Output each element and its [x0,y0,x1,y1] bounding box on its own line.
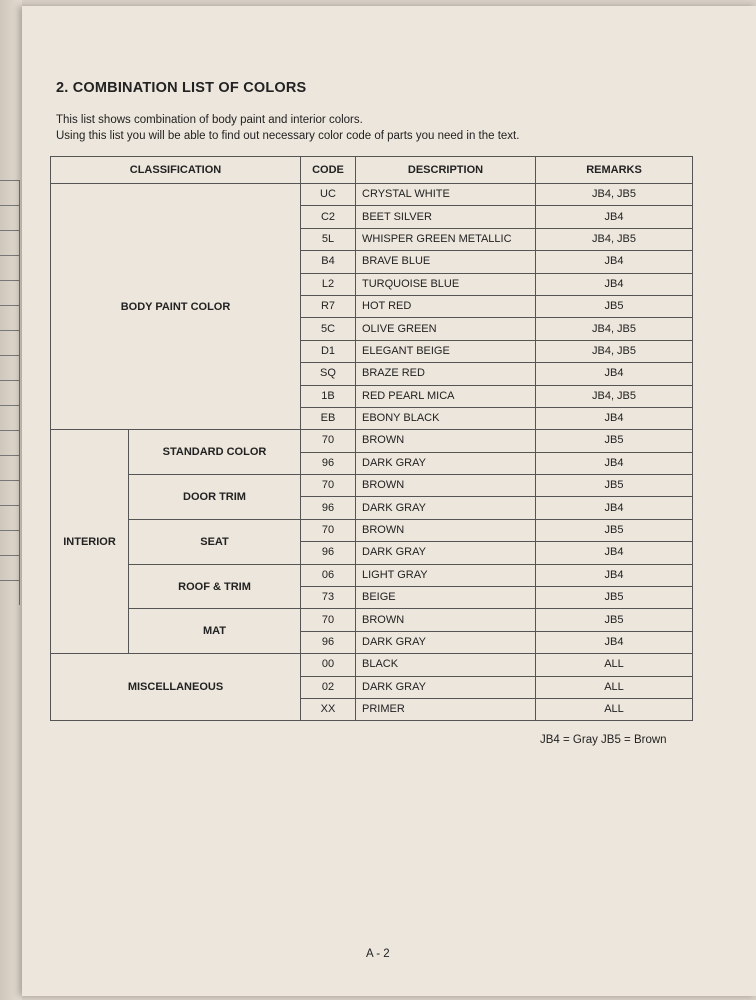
cell-remarks: JB4, JB5 [536,385,693,407]
table-body [51,184,693,721]
cell-code: 70 [301,519,356,541]
subgroup-label: ROOF & TRIM [129,564,301,609]
cell-remarks: JB4, JB5 [536,184,693,206]
cell-description: BLACK [356,654,536,676]
cell-remarks: JB4 [536,631,693,653]
table-row [51,609,693,631]
cell-remarks: JB4 [536,251,693,273]
table-row [51,654,693,676]
table-row [51,430,693,452]
legend-note: JB4 = Gray JB5 = Brown [540,734,667,746]
cell-description: BROWN [356,519,536,541]
cell-description: DARK GRAY [356,542,536,564]
cell-description: DARK GRAY [356,631,536,653]
cell-description: OLIVE GREEN [356,318,536,340]
intro-line: Using this list you will be able to find out necessary color code of parts you need in the text. [56,130,520,142]
page-binding [0,0,22,1000]
subgroup-label: SEAT [129,519,301,564]
cell-description: WHISPER GREEN METALLIC [356,228,536,250]
intro-text [56,112,519,144]
cell-remarks: JB4 [536,542,693,564]
cell-code: 70 [301,609,356,631]
cell-description: BEET SILVER [356,206,536,228]
cell-description: BRAVE BLUE [356,251,536,273]
table-row [51,519,693,541]
cell-remarks: JB5 [536,295,693,317]
cell-description: BRAZE RED [356,363,536,385]
cell-remarks: JB5 [536,430,693,452]
table-row [51,475,693,497]
subgroup-label: STANDARD COLOR [129,430,301,475]
cell-code: L2 [301,273,356,295]
cell-remarks: ALL [536,654,693,676]
cell-code: EB [301,407,356,429]
cell-code: 1B [301,385,356,407]
cell-code: 02 [301,676,356,698]
group-label-miscellaneous: MISCELLANEOUS [51,654,301,721]
header-description: DESCRIPTION [356,157,536,184]
cell-code: D1 [301,340,356,362]
cell-code: R7 [301,295,356,317]
cell-remarks: JB5 [536,587,693,609]
cell-description: LIGHT GRAY [356,564,536,586]
cell-code: 96 [301,497,356,519]
cell-code: 96 [301,542,356,564]
cell-remarks: JB4, JB5 [536,318,693,340]
header-code: CODE [301,157,356,184]
cell-code: 06 [301,564,356,586]
subgroup-label: MAT [129,609,301,654]
cell-code: 00 [301,654,356,676]
cell-description: DARK GRAY [356,676,536,698]
table-row [51,564,693,586]
cell-remarks: JB4, JB5 [536,340,693,362]
cell-remarks: JB4, JB5 [536,228,693,250]
subgroup-label: DOOR TRIM [129,475,301,520]
cell-description: DARK GRAY [356,497,536,519]
cell-code: 5L [301,228,356,250]
cell-remarks: JB5 [536,519,693,541]
cell-code: C2 [301,206,356,228]
cell-remarks: ALL [536,676,693,698]
table-row [51,184,693,206]
cell-remarks: JB5 [536,609,693,631]
cell-description: BROWN [356,609,536,631]
section-title: 2. COMBINATION LIST OF COLORS [56,80,307,96]
cell-code: 70 [301,475,356,497]
cell-remarks: JB4 [536,407,693,429]
cell-code: UC [301,184,356,206]
cell-description: ELEGANT BEIGE [356,340,536,362]
color-combination-table [50,156,693,721]
cell-code: XX [301,698,356,720]
table-header-row [51,157,693,184]
cell-remarks: JB4 [536,206,693,228]
cell-description: BROWN [356,475,536,497]
index-tabs [0,180,20,605]
cell-code: 96 [301,452,356,474]
page-number: A - 2 [366,948,390,960]
cell-remarks: JB4 [536,452,693,474]
cell-remarks: JB5 [536,475,693,497]
cell-remarks: JB4 [536,363,693,385]
cell-code: SQ [301,363,356,385]
cell-remarks: JB4 [536,497,693,519]
cell-description: BEIGE [356,587,536,609]
intro-line: This list shows combination of body paint and interior colors. [56,114,363,126]
header-classification: CLASSIFICATION [51,157,301,184]
cell-code: 96 [301,631,356,653]
cell-remarks: ALL [536,698,693,720]
cell-code: 5C [301,318,356,340]
cell-description: HOT RED [356,295,536,317]
cell-description: RED PEARL MICA [356,385,536,407]
cell-description: DARK GRAY [356,452,536,474]
cell-description: CRYSTAL WHITE [356,184,536,206]
group-label-body-paint: BODY PAINT COLOR [51,184,301,430]
cell-description: BROWN [356,430,536,452]
cell-description: TURQUOISE BLUE [356,273,536,295]
cell-code: 73 [301,587,356,609]
cell-description: PRIMER [356,698,536,720]
cell-remarks: JB4 [536,273,693,295]
group-label-interior: INTERIOR [51,430,129,654]
cell-remarks: JB4 [536,564,693,586]
cell-code: 70 [301,430,356,452]
header-remarks: REMARKS [536,157,693,184]
cell-code: B4 [301,251,356,273]
cell-description: EBONY BLACK [356,407,536,429]
